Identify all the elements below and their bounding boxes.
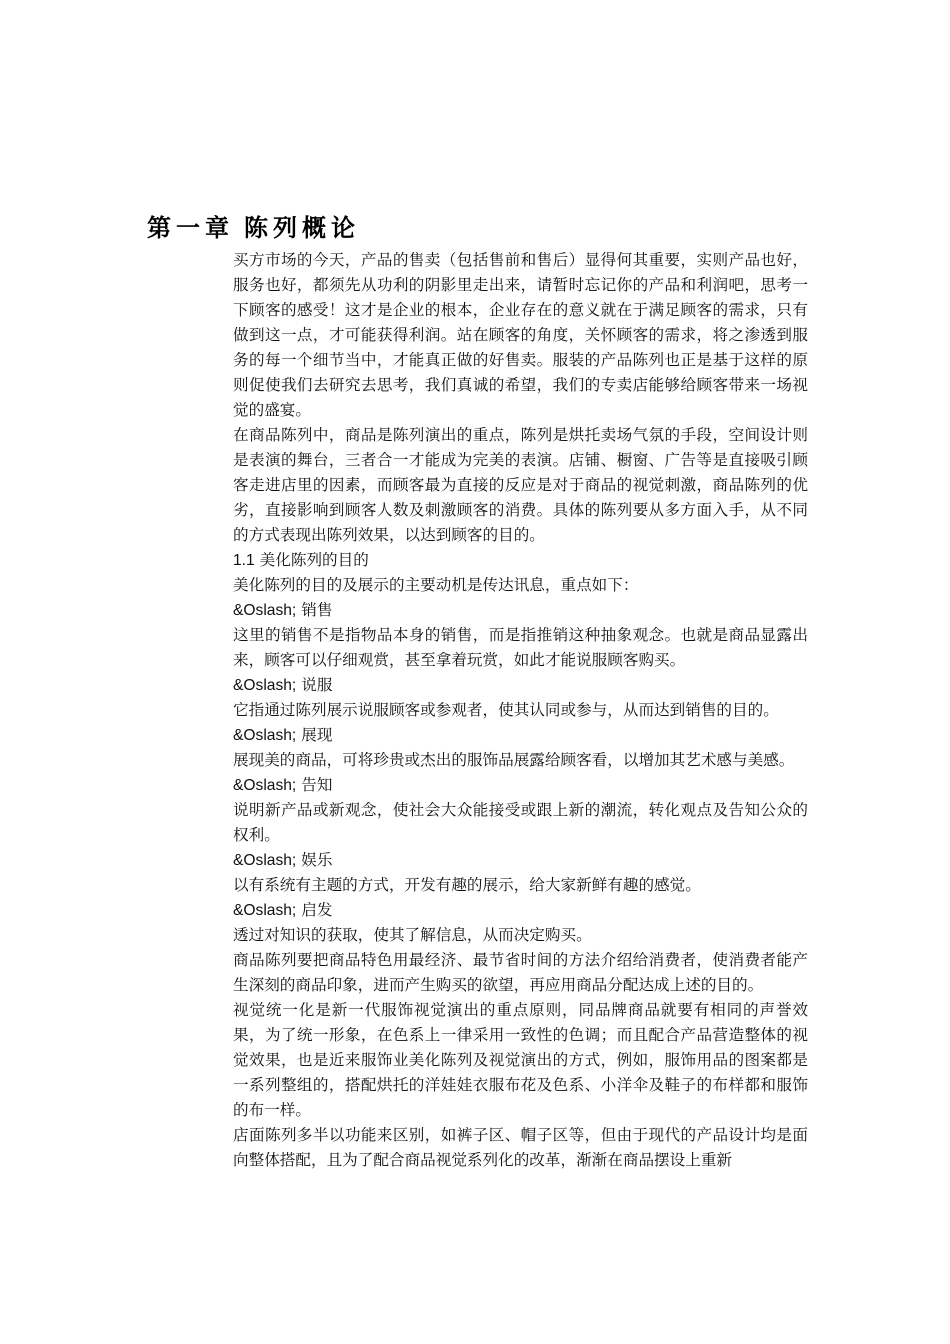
purpose-label [233, 598, 808, 623]
body-text [233, 248, 808, 1173]
bullet-marker: &Oslash; [233, 852, 297, 869]
bullet-marker: &Oslash; [233, 902, 297, 919]
paragraph: 在商品陈列中，商品是陈列演出的重点，陈列是烘托卖场气氛的手段，空间设计则是表演的舞台，三者合一才能成为完美的表演。店铺、橱窗、广告等是直接吸引顾客走进店里的因素，而顾客最为直接的反应是对于商品的视觉刺激，商品陈列的优劣，直接影响到顾客人数及刺激顾客的消费。具体的陈列要从多方面入手，从不同的方式表现出陈列效果，以达到顾客的目的。 [233, 426, 808, 544]
bullet-marker: &Oslash; [233, 727, 297, 744]
purpose-label-text: 展现 [301, 726, 333, 744]
purpose-label [233, 723, 808, 748]
section-title: 美化陈列的目的 [259, 551, 369, 569]
chapter-heading [147, 208, 360, 243]
bullet-marker: &Oslash; [233, 677, 297, 694]
purpose-label [233, 898, 808, 923]
purpose-text: 以有系统有主题的方式，开发有趣的展示，给大家新鲜有趣的感觉。 [233, 876, 701, 894]
purpose-text: 这里的销售不是指物品本身的销售，而是指推销这种抽象观念。也就是商品显露出来，顾客可以仔细观赏，甚至拿着玩赏，如此才能说服顾客购买。 [233, 626, 808, 669]
section-intro: 美化陈列的目的及展示的主要动机是传达讯息，重点如下： [233, 576, 639, 594]
section-heading [233, 548, 808, 573]
purpose-label-text: 销售 [301, 601, 333, 619]
purpose-text: 说明新产品或新观念，使社会大众能接受或跟上新的潮流，转化观点及告知公众的权利。 [233, 801, 808, 844]
purpose-label-text: 娱乐 [301, 851, 333, 869]
purpose-label-text: 启发 [301, 901, 333, 919]
paragraph: 店面陈列多半以功能来区别，如裤子区、帽子区等，但由于现代的产品设计均是面向整体搭配，且为了配合商品视觉系列化的改革，渐渐在商品摆设上重新 [233, 1126, 808, 1169]
purpose-text: 它指通过陈列展示说服顾客或参观者，使其认同或参与，从而达到销售的目的。 [233, 701, 779, 719]
paragraph: 视觉统一化是新一代服饰视觉演出的重点原则，同品牌商品就要有相同的声誉效果，为了统一形象，在色系上一律采用一致性的色调；而且配合产品营造整体的视觉效果，也是近来服饰业美化陈列及视觉演出的方式，例如，服饰用品的图案都是一系列整组的，搭配烘托的洋娃娃衣服布花及色系、小洋伞及鞋子的布样都和服饰的布一样。 [233, 1001, 808, 1119]
paragraph: 买方市场的今天，产品的售卖（包括售前和售后）显得何其重要，实则产品也好，服务也好，都须先从功利的阴影里走出来，请暂时忘记你的产品和利润吧，思考一下顾客的感受！这才是企业的根本，企业存在的意义就在于满足顾客的需求，只有做到这一点，才可能获得利润。站在顾客的角度，关怀顾客的需求，将之渗透到服务的每一个细节当中，才能真正做的好售卖。服装的产品陈列也正是基于这样的原则促使我们去研究去思考，我们真诚的希望，我们的专卖店能够给顾客带来一场视觉的盛宴。 [233, 251, 808, 419]
section-number: 1.1 [233, 552, 255, 569]
bullet-marker: &Oslash; [233, 602, 297, 619]
purpose-text: 透过对知识的获取，使其了解信息，从而决定购买。 [233, 926, 592, 944]
bullet-marker: &Oslash; [233, 777, 297, 794]
paragraph: 商品陈列要把商品特色用最经济、最节省时间的方法介绍给消费者，使消费者能产生深刻的商品印象，进而产生购买的欲望，再应用商品分配达成上述的目的。 [233, 951, 808, 994]
purpose-label [233, 848, 808, 873]
chapter-number: 第一章 [147, 214, 234, 242]
purpose-label-text: 告知 [301, 776, 333, 794]
purpose-label-text: 说服 [301, 676, 333, 694]
purpose-text: 展现美的商品，可将珍贵或杰出的服饰品展露给顾客看，以增加其艺术感与美感。 [233, 751, 795, 769]
chapter-title-text: 陈列概论 [244, 214, 360, 242]
purpose-label [233, 773, 808, 798]
purpose-label [233, 673, 808, 698]
